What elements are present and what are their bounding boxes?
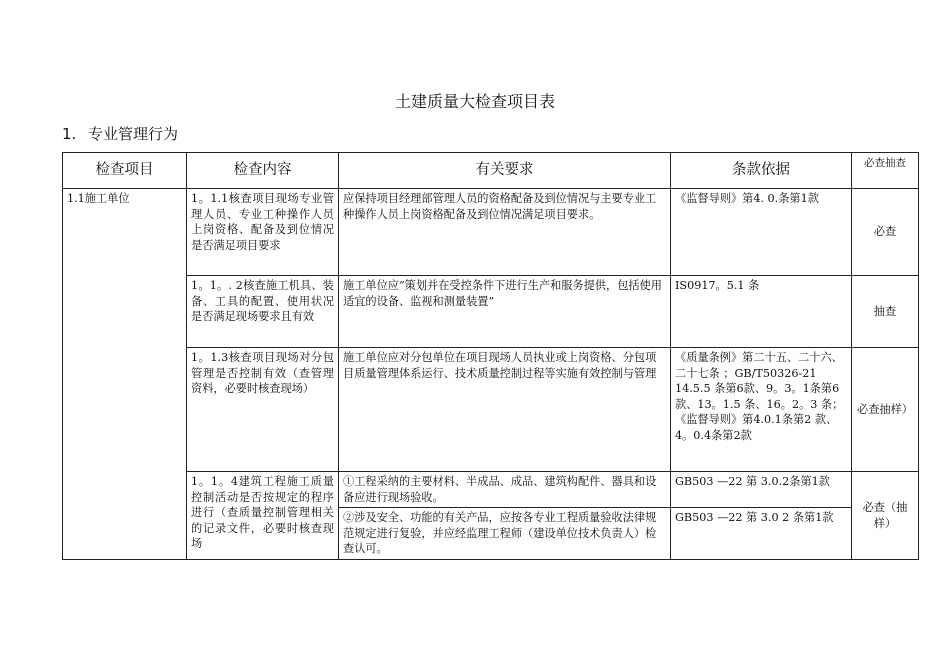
content-cell: 1。1.3核查项目现场对分包管理是否控制有效（查管理资料，必要时核查现场） [187, 348, 339, 472]
table-row [63, 189, 919, 276]
header-basis: 条款依据 [671, 153, 852, 189]
table-row [63, 472, 919, 508]
requirement-cell: ①工程采纳的主要材料、半成品、成品、建筑构配件、器具和设备应进行现场验收。 [339, 472, 671, 508]
check-cell: 必查 [852, 189, 919, 276]
content-cell: 1。1。4建筑工程施工质量控制活动是否按规定的程序进行（查质量控制管理相关的记录文件，必要时核查现场 [187, 472, 339, 560]
section-number: 1. [62, 125, 77, 143]
requirement-cell: ②涉及安全、功能的有关产品，应按各专业工程质量验收法律规范规定进行复验，并应经监理工程师（建设单位技术负责人）检查认可。 [339, 508, 671, 560]
check-cell: 必查抽样） [852, 348, 919, 472]
requirement-cell: 施工单位应对分包单位在项目现场人员执业或上岗资格、分包项目质量管理体系运行、技术质量控制过程等实施有效控制与管理 [339, 348, 671, 472]
item-cell: 1.1施工单位 [63, 189, 187, 560]
header-item: 检查项目 [63, 153, 187, 189]
check-cell: 抽查 [852, 276, 919, 348]
header-check: 必查抽查 [852, 153, 919, 189]
requirement-cell: 施工单位应“策划并在受控条件下进行生产和服务提供，包括使用适宜的设备、监视和测量装置” [339, 276, 671, 348]
table-header-row [63, 153, 919, 189]
section-heading [62, 123, 178, 144]
section-label: 专业管理行为 [88, 125, 179, 143]
content-cell: 1。1。. 2核查施工机具、装备、工具的配置、使用状况是否满足现场要求且有效 [187, 276, 339, 348]
basis-cell: 《质量条例》第二十五、二十六、 二十七条 ；GB/T50326-21 14.5.5 条第6款、9。3。1条第6款、13。1.5 条、16。2。3 条；《监督导则》第4.0.1条第2 款、4。0.4条第2款 [671, 348, 852, 472]
basis-cell: GB503 —22 第 3.0.2条第1款 [671, 472, 852, 508]
basis-cell: GB503 —22 第 3.0 2 条第1款 [671, 508, 852, 560]
document-title: 土建质量大检查项目表 [394, 92, 555, 111]
basis-cell: 《监督导则》第4. 0.条第1款 [671, 189, 852, 276]
inspection-table [62, 152, 919, 560]
table-row [63, 276, 919, 348]
header-content: 检查内容 [187, 153, 339, 189]
basis-cell: IS0917。5.1 条 [671, 276, 852, 348]
check-cell: 必查（抽样） [852, 472, 919, 560]
requirement-cell: 应保持项目经理部管理人员的资格配备及到位情况与主要专业工种操作人员上岗资格配备及到位情况满足项目要求。 [339, 189, 671, 276]
content-cell: 1。1.1核查项目现场专业管理人员、专业工种操作人员上岗资格、配备及到位情况是否满足项目要求 [187, 189, 339, 276]
header-requirement: 有关要求 [339, 153, 671, 189]
table-row [63, 348, 919, 472]
